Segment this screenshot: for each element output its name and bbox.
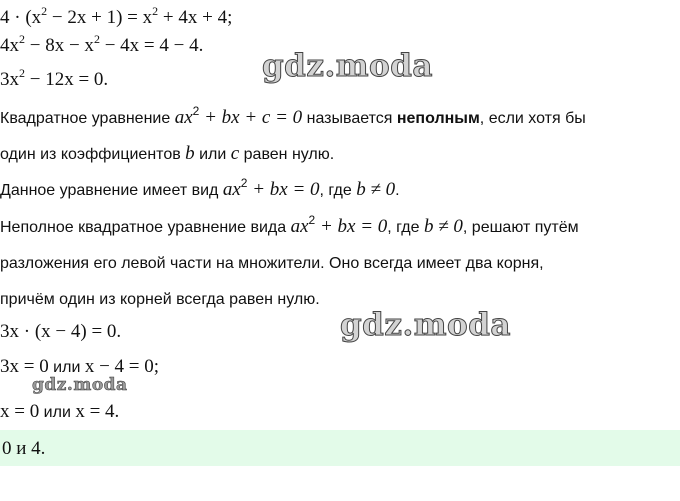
watermark-logo: gdz.moda <box>262 48 433 84</box>
equation-line-1: $4 \cdot (x^2 - 2x + 1) = x^2 + 4x + 4$; <box>0 4 233 28</box>
equation-line-2: $4x^2 - 8x - x^2 - 4x = 4 - 4$. <box>0 32 204 56</box>
solution-line-2: 3x = 0 или x − 4 = 0; <box>0 356 160 377</box>
solution-line-3: x = 0 или x = 4. <box>0 401 120 422</box>
watermark-logo-small: gdz.moda <box>32 375 128 395</box>
form-line: Данное уравнение имеет вид $ax^2$ + bx = 0, где b ≠ 0. <box>0 176 400 200</box>
answer-text: 0 и 4. <box>2 438 46 459</box>
method-line-1: Неполное квадратное уравнение вида $ax^2$ + bx = 0, где b ≠ 0, решают путём <box>0 213 579 237</box>
definition-line-2: один из коэффициентов b или c равен нулю. <box>0 143 335 164</box>
solution-line-1: 3x · (x − 4) = 0. <box>0 321 122 342</box>
method-line-2: разложения его левой части на множители. Оно всегда имеет два корня, <box>0 255 544 272</box>
equation-line-3: $3x^2 - 12x = 0$. <box>0 66 109 90</box>
watermark-logo: gdz.moda <box>340 307 511 343</box>
method-line-3: причём один из корней всегда равен нулю. <box>0 291 320 308</box>
answer-block <box>0 430 680 466</box>
bold-term: неполным <box>396 110 480 127</box>
definition-line-1: Квадратное уравнение $ax^2$ + bx + c = 0 называется неполным, если хотя бы <box>0 104 586 128</box>
